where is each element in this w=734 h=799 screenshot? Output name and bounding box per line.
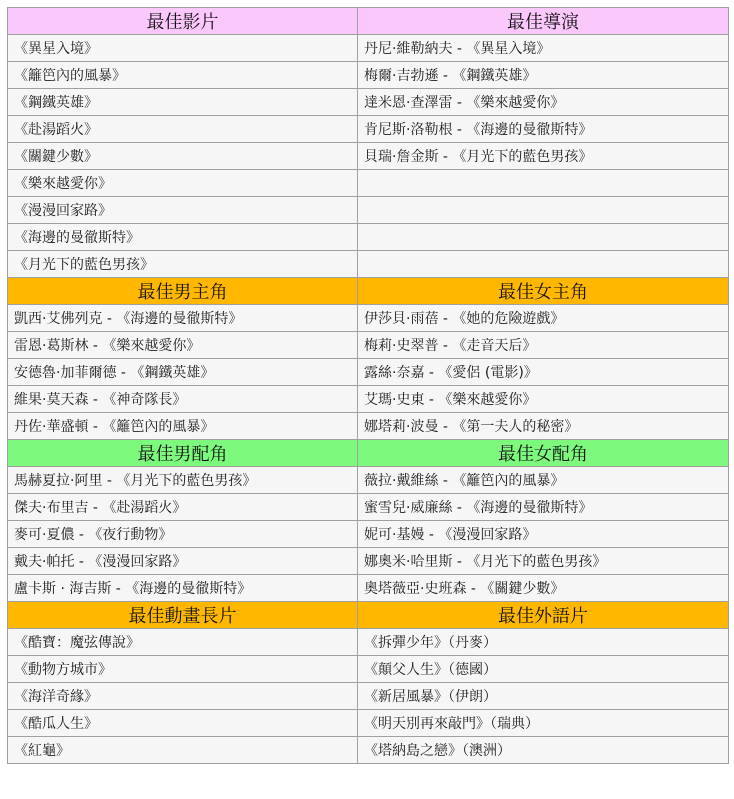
nominee-cell-right: 薇拉·戴維絲 - 《籬笆內的風暴》 (358, 467, 729, 494)
table-row (8, 197, 729, 224)
table-row (8, 35, 729, 62)
table-body (8, 8, 729, 764)
best-actor-header: 最佳男主角 (8, 278, 358, 305)
nominee-cell-left: 《月光下的藍色男孩》 (8, 251, 358, 278)
awards-table (7, 7, 729, 764)
nominee-cell-right: 《新居風暴》（伊朗） (358, 683, 729, 710)
best-animated-feature-header: 最佳動畫長片 (8, 602, 358, 629)
best-supporting-actor-header: 最佳男配角 (8, 440, 358, 467)
table-row (8, 224, 729, 251)
nominee-cell-right: 《拆彈少年》（丹麥） (358, 629, 729, 656)
nominee-cell-right: 伊莎貝·雨蓓 - 《她的危險遊戲》 (358, 305, 729, 332)
table-row (8, 251, 729, 278)
table-row (8, 629, 729, 656)
nominee-cell-left: 《酷寶：魔弦傳說》 (8, 629, 358, 656)
table-row (8, 413, 729, 440)
table-row (8, 521, 729, 548)
nominee-cell-left: 《籬笆內的風暴》 (8, 62, 358, 89)
nominee-cell-left: 麥可·夏儂 - 《夜行動物》 (8, 521, 358, 548)
nominee-cell-left: 凱西·艾佛列克 - 《海邊的曼徹斯特》 (8, 305, 358, 332)
table-row (8, 143, 729, 170)
best-picture-header: 最佳影片 (8, 8, 358, 35)
nominee-cell-right: 蜜雪兒·威廉絲 - 《海邊的曼徹斯特》 (358, 494, 729, 521)
table-row (8, 575, 729, 602)
nominee-cell-right: 丹尼·維勒納夫 - 《異星入境》 (358, 35, 729, 62)
nominee-cell-right (358, 224, 729, 251)
nominee-cell-left: 《異星入境》 (8, 35, 358, 62)
nominee-cell-left: 維果·莫天森 - 《神奇隊長》 (8, 386, 358, 413)
nominee-cell-right: 貝瑞·詹金斯 - 《月光下的藍色男孩》 (358, 143, 729, 170)
best-actress-header: 最佳女主角 (358, 278, 729, 305)
nominee-cell-right (358, 197, 729, 224)
nominee-cell-right: 《顛父人生》（德國） (358, 656, 729, 683)
nominee-cell-right: 《明天別再來敲門》（瑞典） (358, 710, 729, 737)
nominee-cell-left: 馬赫夏拉·阿里 - 《月光下的藍色男孩》 (8, 467, 358, 494)
table-row (8, 170, 729, 197)
section-header-row (8, 278, 729, 305)
nominee-cell-left: 安德魯·加菲爾德 - 《鋼鐵英雄》 (8, 359, 358, 386)
nominee-cell-right: 梅莉·史翠普 - 《走音天后》 (358, 332, 729, 359)
table-row (8, 656, 729, 683)
table-row (8, 494, 729, 521)
nominee-cell-left: 《關鍵少數》 (8, 143, 358, 170)
nominee-cell-right (358, 170, 729, 197)
nominee-cell-right: 艾瑪·史東 - 《樂來越愛你》 (358, 386, 729, 413)
table-row (8, 710, 729, 737)
nominee-cell-right: 肯尼斯·洛勒根 - 《海邊的曼徹斯特》 (358, 116, 729, 143)
best-foreign-film-header: 最佳外語片 (358, 602, 729, 629)
nominee-cell-right: 《塔納島之戀》（澳洲） (358, 737, 729, 764)
nominee-cell-right: 妮可·基嫚 - 《漫漫回家路》 (358, 521, 729, 548)
best-supporting-actress-header: 最佳女配角 (358, 440, 729, 467)
nominee-cell-left: 《海洋奇緣》 (8, 683, 358, 710)
nominee-cell-left: 傑夫·布里吉 - 《赴湯蹈火》 (8, 494, 358, 521)
table-row (8, 305, 729, 332)
nominee-cell-left: 《漫漫回家路》 (8, 197, 358, 224)
nominee-cell-left: 《動物方城市》 (8, 656, 358, 683)
nominee-cell-left: 《酷瓜人生》 (8, 710, 358, 737)
nominee-cell-right (358, 251, 729, 278)
nominee-cell-left: 雷恩·葛斯林 - 《樂來越愛你》 (8, 332, 358, 359)
table-row (8, 116, 729, 143)
nominee-cell-right: 娜奧米·哈里斯 - 《月光下的藍色男孩》 (358, 548, 729, 575)
nominee-cell-left: 《紅龜》 (8, 737, 358, 764)
nominee-cell-right: 娜塔莉·波曼 - 《第一夫人的秘密》 (358, 413, 729, 440)
best-director-header: 最佳導演 (358, 8, 729, 35)
nominee-cell-left: 《鋼鐵英雄》 (8, 89, 358, 116)
table-row (8, 737, 729, 764)
nominee-cell-right: 梅爾·吉勃遜 - 《鋼鐵英雄》 (358, 62, 729, 89)
nominee-cell-left: 丹佐·華盛頓 - 《籬笆內的風暴》 (8, 413, 358, 440)
table-row (8, 89, 729, 116)
nominee-cell-left: 盧卡斯 · 海吉斯 - 《海邊的曼徹斯特》 (8, 575, 358, 602)
nominee-cell-right: 達米恩·查澤雷 - 《樂來越愛你》 (358, 89, 729, 116)
table-row (8, 548, 729, 575)
section-header-row (8, 440, 729, 467)
table-row (8, 359, 729, 386)
nominee-cell-left: 《赴湯蹈火》 (8, 116, 358, 143)
nominee-cell-right: 奧塔薇亞·史班森 - 《關鍵少數》 (358, 575, 729, 602)
table-row (8, 683, 729, 710)
table-row (8, 467, 729, 494)
nominee-cell-left: 《樂來越愛你》 (8, 170, 358, 197)
nominee-cell-left: 《海邊的曼徹斯特》 (8, 224, 358, 251)
nominee-cell-left: 戴夫·帕托 - 《漫漫回家路》 (8, 548, 358, 575)
table-row (8, 386, 729, 413)
table-row (8, 332, 729, 359)
section-header-row (8, 8, 729, 35)
section-header-row (8, 602, 729, 629)
table-row (8, 62, 729, 89)
nominee-cell-right: 露絲·奈嘉 - 《愛侶 (電影)》 (358, 359, 729, 386)
